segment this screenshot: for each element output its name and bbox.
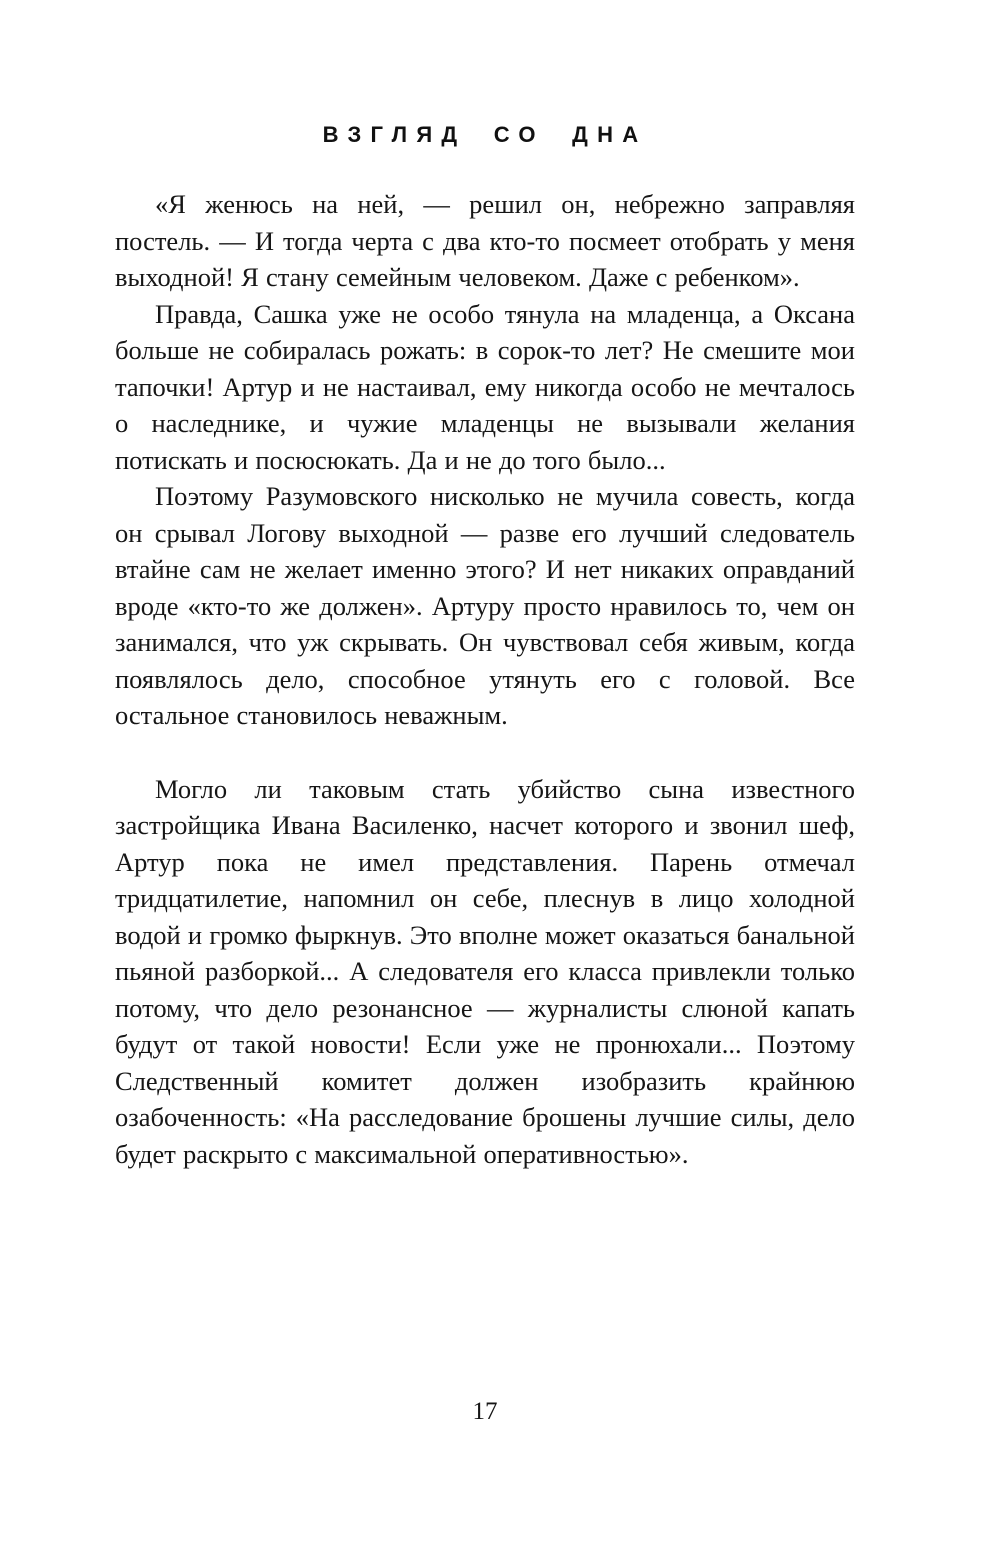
paragraph: Поэтому Разумовского нисколько не мучила совесть, когда он срывал Логову выходной — разве его лучший следователь втайне сам не желает именно этого? И нет никаких оправданий вроде «кто-то же должен». Артуру просто нравилось то, чем он занимался, что уж скрывать. Он чувствовал себя живым, когда появлялось дело, способное утянуть его с головой. Все остальное становилось неважным. <box>115 481 855 730</box>
paragraph: Могло ли таковым стать убийство сына известного застройщика Ивана Василенко, насчет которого и звонил шеф, Артур пока не имел представления. Парень отмечал тридцатилетие, напомнил он себе, плеснув в лицо холодной водой и громко фыркнув. Это вполне может оказаться банальной пьяной разборкой... А следователя его класса привлекли только потому, что дело резонансное — журналисты слюной капать будут от такой новости! Если уже не пронюхали... Поэтому Следственный комитет должен изобразить крайнюю озабоченность: «На расследование брошены лучшие силы, дело будет раскрыто с максимальной оперативностью». <box>115 773 855 1169</box>
page-number: 17 <box>472 1398 498 1425</box>
body-text <box>115 186 855 1172</box>
running-header: ВЗГЛЯД СО ДНА <box>322 122 648 147</box>
text-column <box>115 0 855 1172</box>
paragraph: «Я женюсь на ней, — решил он, небрежно заправляя постель. — И тогда черта с два кто-то посмеет отобрать у меня выходной! Я стану семейным человеком. Даже с ребенком». <box>115 189 855 292</box>
paragraph: Правда, Сашка уже не особо тянула на младенца, а Оксана больше не собиралась рожать: в сорок-то лет? Не смешите мои тапочки! Артур и не настаивал, ему никогда особо не мечталось о наследнике, и чужие младенцы не вызывали желания потискать и посюсюкать. Да и не до того было... <box>115 298 855 475</box>
